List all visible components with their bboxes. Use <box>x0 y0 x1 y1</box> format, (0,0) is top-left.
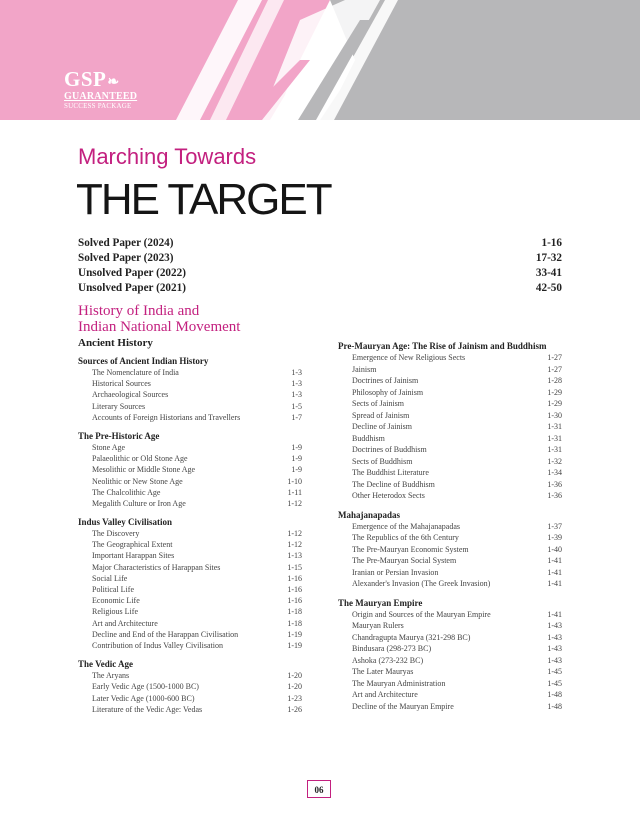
toc-entry[interactable] <box>338 410 562 422</box>
toc-entry-page: 1-26 <box>287 704 302 714</box>
toc-entry-page: 1-28 <box>547 376 562 385</box>
toc-entry-page: 1-36 <box>547 491 562 500</box>
toc-entry-page: 1-31 <box>547 422 562 431</box>
toc-entry[interactable] <box>338 433 562 445</box>
toc-entry-title: Important Harappan Sites <box>92 551 175 561</box>
toc-entry[interactable] <box>78 528 302 539</box>
paper-page: 17-32 <box>535 252 562 264</box>
toc-entry-page: 1-19 <box>287 640 302 650</box>
toc-entry-page: 1-40 <box>547 544 562 554</box>
toc-entry-title: Decline and End of the Harappan Civilisation <box>92 629 239 639</box>
toc-entry[interactable] <box>338 532 562 544</box>
toc-entry[interactable] <box>338 567 562 579</box>
toc-entry-title: Spread of Jainism <box>352 410 410 420</box>
toc-entry[interactable] <box>338 701 562 713</box>
toc-entry-page: 1-3 <box>291 379 302 389</box>
toc-entry-title: Mauryan Rulers <box>352 621 404 630</box>
toc-entry[interactable] <box>338 620 562 632</box>
toc-entry-page: 1-27 <box>547 364 562 374</box>
toc-entry[interactable] <box>338 490 562 502</box>
papers-list <box>78 236 562 296</box>
paper-row[interactable] <box>78 251 562 266</box>
toc-entry-page: 1-27 <box>547 353 562 362</box>
toc-entry-title: Literary Sources <box>92 401 146 411</box>
toc-entry-title: Neolithic or New Stone Age <box>92 476 183 486</box>
toc-entry[interactable] <box>78 640 302 651</box>
toc-entry-title: Megalith Culture or Iron Age <box>92 498 186 508</box>
toc-entry-page: 1-23 <box>287 693 302 703</box>
toc-entry-title: Political Life <box>92 585 134 594</box>
toc-entry-page: 1-34 <box>547 468 562 477</box>
paper-label: Unsolved Paper (2021) <box>78 282 186 294</box>
subject-title <box>78 303 318 335</box>
toc-entry[interactable] <box>78 464 302 475</box>
toc-entry-title: Iranian or Persian Invasion <box>352 567 439 577</box>
toc-entry-page: 1-48 <box>547 701 562 711</box>
toc-entry-title: Archaeological Sources <box>92 390 169 400</box>
toc-entry-page: 1-32 <box>547 456 562 466</box>
toc-entry[interactable] <box>338 444 562 456</box>
paper-row[interactable] <box>78 281 562 296</box>
paper-page: 1-16 <box>541 237 562 249</box>
period-heading: Ancient History <box>78 337 153 349</box>
section-heading: The Mauryan Empire <box>338 597 423 608</box>
toc-entry-title: The Buddhist Literature <box>352 468 429 477</box>
paper-label: Unsolved Paper (2022) <box>78 267 186 279</box>
toc-entry[interactable] <box>338 352 562 364</box>
toc-entry-title: Bindusara (298-273 BC) <box>352 644 432 653</box>
toc-entry-page: 1-12 <box>287 498 302 508</box>
toc-entry[interactable] <box>78 412 302 423</box>
subject-line2: Indian National Movement <box>78 319 241 335</box>
toc-entry[interactable] <box>338 666 562 678</box>
toc-entry-page: 1-20 <box>287 682 302 692</box>
toc-entry-page: 1-37 <box>547 521 562 531</box>
section-heading: The Vedic Age <box>78 659 134 670</box>
toc-entry-page: 1-3 <box>291 368 302 377</box>
toc-entry-title: Literature of the Vedic Age: Vedas <box>92 704 203 714</box>
toc-entry-title: Chandragupta Maurya (321-298 BC) <box>352 632 471 642</box>
toc-entry-page: 1-43 <box>547 644 562 653</box>
toc-entry-title: Origin and Sources of the Mauryan Empire <box>352 609 491 619</box>
section-heading: Pre-Mauryan Age: The Rise of Jainism and Buddhism <box>338 341 547 351</box>
toc-entry[interactable] <box>338 467 562 479</box>
toc-entry-title: Stone Age <box>92 442 126 452</box>
toc-entry[interactable] <box>78 562 302 573</box>
toc-entry-page: 1-9 <box>291 465 302 475</box>
toc-entry[interactable] <box>338 521 562 533</box>
toc-entry-title: Emergence of New Religious Sects <box>352 353 466 362</box>
toc-entry-page: 1-16 <box>287 573 302 583</box>
toc-entry[interactable] <box>338 555 562 567</box>
toc-entry[interactable] <box>78 606 302 617</box>
toc-entry-title: Emergence of the Mahajanapadas <box>352 521 461 531</box>
section-heading: Mahajanapadas <box>338 509 401 520</box>
toc-entry-title: Social Life <box>92 573 128 583</box>
toc-entry-title: Philosophy of Jainism <box>352 387 424 397</box>
toc-entry-page: 1-9 <box>291 454 302 464</box>
toc-entry-title: Decline of Jainism <box>352 422 412 431</box>
toc-entry[interactable] <box>338 655 562 667</box>
toc-entry[interactable] <box>338 544 562 556</box>
toc-entry-title: Religious Life <box>92 607 138 617</box>
toc-entry-title: Mesolithic or Middle Stone Age <box>92 465 196 475</box>
toc-entry-page: 1-13 <box>287 551 302 561</box>
toc-entry-page: 1-48 <box>547 690 562 699</box>
leaf-icon: ❧ <box>107 75 120 90</box>
toc-entry[interactable] <box>78 498 302 509</box>
toc-left-column <box>78 337 302 718</box>
toc-entry[interactable] <box>338 398 562 410</box>
toc-entry-title: Alexander's Invasion (The Greek Invasion) <box>352 579 491 588</box>
toc-entry-page: 1-39 <box>547 533 562 542</box>
toc-entry[interactable] <box>338 632 562 644</box>
toc-entry-page: 1-31 <box>547 445 562 454</box>
paper-row[interactable] <box>78 266 562 281</box>
toc-entry-page: 1-36 <box>547 479 562 489</box>
toc-entry-page: 1-10 <box>287 476 302 486</box>
toc-entry-page: 1-43 <box>547 655 562 665</box>
title-small: Marching Towards <box>78 144 257 169</box>
toc-entry[interactable] <box>78 595 302 606</box>
left-sections <box>78 355 302 718</box>
toc-entry-page: 1-41 <box>547 567 562 577</box>
toc-entry[interactable] <box>338 456 562 468</box>
section-heading: The Pre-Historic Age <box>78 430 160 441</box>
toc-entry-title: Contribution of Indus Valley Civilisation <box>92 640 223 650</box>
toc-entry-page: 1-43 <box>547 621 562 630</box>
toc-entry[interactable] <box>78 476 302 487</box>
paper-page: 33-41 <box>535 267 562 279</box>
toc-entry-title: The Discovery <box>92 529 140 539</box>
right-sections <box>338 340 562 715</box>
paper-page: 42-50 <box>535 282 562 294</box>
toc-entry-title: Buddhism <box>352 433 385 443</box>
paper-label: Solved Paper (2024) <box>78 237 174 249</box>
toc-entry[interactable] <box>338 421 562 433</box>
toc-entry[interactable] <box>78 401 302 412</box>
toc-entry[interactable] <box>338 643 562 655</box>
toc-entry-page: 1-18 <box>287 607 302 617</box>
toc-entry-page: 1-9 <box>291 442 302 452</box>
toc-entry-page: 1-31 <box>547 433 562 443</box>
toc-entry-page: 1-19 <box>287 629 302 639</box>
toc-entry-title: Later Vedic Age (1000-600 BC) <box>92 693 195 703</box>
toc-entry-page: 1-12 <box>287 529 302 539</box>
toc-entry[interactable] <box>78 584 302 595</box>
toc-right-column <box>338 336 562 715</box>
toc-entry[interactable] <box>78 681 302 692</box>
page-number: 06 <box>307 780 331 798</box>
toc-entry[interactable] <box>78 453 302 464</box>
toc-entry-page: 1-16 <box>287 596 302 606</box>
logo-line1: GUARANTEED <box>64 91 138 102</box>
toc-entry-page: 1-7 <box>291 412 302 422</box>
toc-entry[interactable] <box>338 689 562 701</box>
subject-line1: History of India and <box>78 303 200 319</box>
toc-entry-title: Sects of Jainism <box>352 399 404 408</box>
page-title: THE TARGET <box>76 175 331 224</box>
toc-entry[interactable] <box>78 550 302 561</box>
toc-entry-page: 1-41 <box>547 579 562 588</box>
toc-entry[interactable] <box>78 573 302 584</box>
toc-entry-page: 1-12 <box>287 540 302 550</box>
toc-entry-title: The Later Mauryas <box>352 667 414 676</box>
toc-entry-page: 1-43 <box>547 632 562 642</box>
toc-entry-title: The Chalcolithic Age <box>92 487 161 497</box>
toc-entry-page: 1-41 <box>547 556 562 565</box>
toc-entry-title: Doctrines of Jainism <box>352 376 419 385</box>
toc-entry-title: Accounts of Foreign Historians and Travellers <box>92 412 241 422</box>
toc-entry[interactable] <box>338 364 562 376</box>
toc-entry-page: 1-3 <box>291 390 302 400</box>
toc-entry[interactable] <box>338 609 562 621</box>
section-heading: Sources of Ancient Indian History <box>78 356 209 366</box>
paper-row[interactable] <box>78 236 562 251</box>
toc-entry-page: 1-45 <box>547 667 562 676</box>
toc-entry[interactable] <box>78 670 302 681</box>
toc-entry[interactable] <box>338 578 562 590</box>
toc-entry-page: 1-29 <box>547 399 562 408</box>
toc-entry-page: 1-5 <box>291 401 302 411</box>
toc-entry[interactable] <box>338 678 562 690</box>
toc-entry[interactable] <box>78 618 302 629</box>
toc-entry-title: Decline of the Mauryan Empire <box>352 701 454 711</box>
toc-entry-title: Art and Architecture <box>92 618 158 628</box>
toc-entry[interactable] <box>78 367 302 378</box>
toc-entry-title: Doctrines of Buddhism <box>352 445 427 454</box>
toc-entry-title: The Geographical Extent <box>92 540 173 550</box>
toc-entry-page: 1-20 <box>287 671 302 681</box>
toc-entry-title: The Nomenclature of India <box>92 368 179 377</box>
toc-entry[interactable] <box>78 629 302 640</box>
toc-entry[interactable] <box>78 693 302 704</box>
paper-label: Solved Paper (2023) <box>78 252 174 264</box>
toc-entry-title: The Pre-Mauryan Economic System <box>352 544 469 554</box>
toc-entry-title: Economic Life <box>92 596 140 606</box>
toc-entry-title: The Pre-Mauryan Social System <box>352 556 457 565</box>
toc-entry-title: Jainism <box>352 364 377 374</box>
toc-entry-title: Sects of Buddhism <box>352 456 413 466</box>
toc-entry-page: 1-30 <box>547 410 562 420</box>
toc-entry-page: 1-11 <box>287 487 302 497</box>
toc-entry-page: 1-15 <box>287 562 302 572</box>
header-banner <box>0 0 640 120</box>
toc-entry[interactable] <box>338 387 562 399</box>
toc-entry-title: Historical Sources <box>92 379 151 389</box>
section-heading: Indus Valley Civilisation <box>78 517 173 528</box>
toc-entry[interactable] <box>78 378 302 389</box>
toc-entry[interactable] <box>78 539 302 550</box>
logo-gsp: GSP <box>64 67 107 91</box>
toc-entry-title: The Aryans <box>92 671 130 681</box>
gsp-logo <box>64 67 138 111</box>
toc-entry-title: Art and Architecture <box>352 690 418 699</box>
toc-entry-title: Major Characteristics of Harappan Sites <box>92 562 221 572</box>
toc-entry-page: 1-41 <box>547 609 562 619</box>
toc-entry[interactable] <box>338 479 562 491</box>
toc-entry-page: 1-18 <box>287 618 302 628</box>
toc-entry-title: The Mauryan Administration <box>352 678 446 688</box>
toc-entry[interactable] <box>338 375 562 387</box>
toc-entry[interactable] <box>78 389 302 400</box>
toc-entry-page: 1-29 <box>547 387 562 397</box>
toc-entry-title: Palaeolithic or Old Stone Age <box>92 454 188 464</box>
toc-entry-title: Other Heterodox Sects <box>352 491 425 500</box>
toc-entry-page: 1-45 <box>547 678 562 688</box>
toc-entry[interactable] <box>78 704 302 715</box>
toc-entry[interactable] <box>78 487 302 498</box>
toc-entry[interactable] <box>78 442 302 453</box>
toc-entry-title: The Republics of the 6th Century <box>352 533 459 542</box>
toc-entry-title: Early Vedic Age (1500-1000 BC) <box>92 682 199 692</box>
toc-entry-title: The Decline of Buddhism <box>352 479 435 489</box>
toc-entry-page: 1-16 <box>287 585 302 594</box>
logo-line2: SUCCESS PACKAGE <box>64 102 132 110</box>
toc-entry-title: Ashoka (273-232 BC) <box>352 655 424 665</box>
